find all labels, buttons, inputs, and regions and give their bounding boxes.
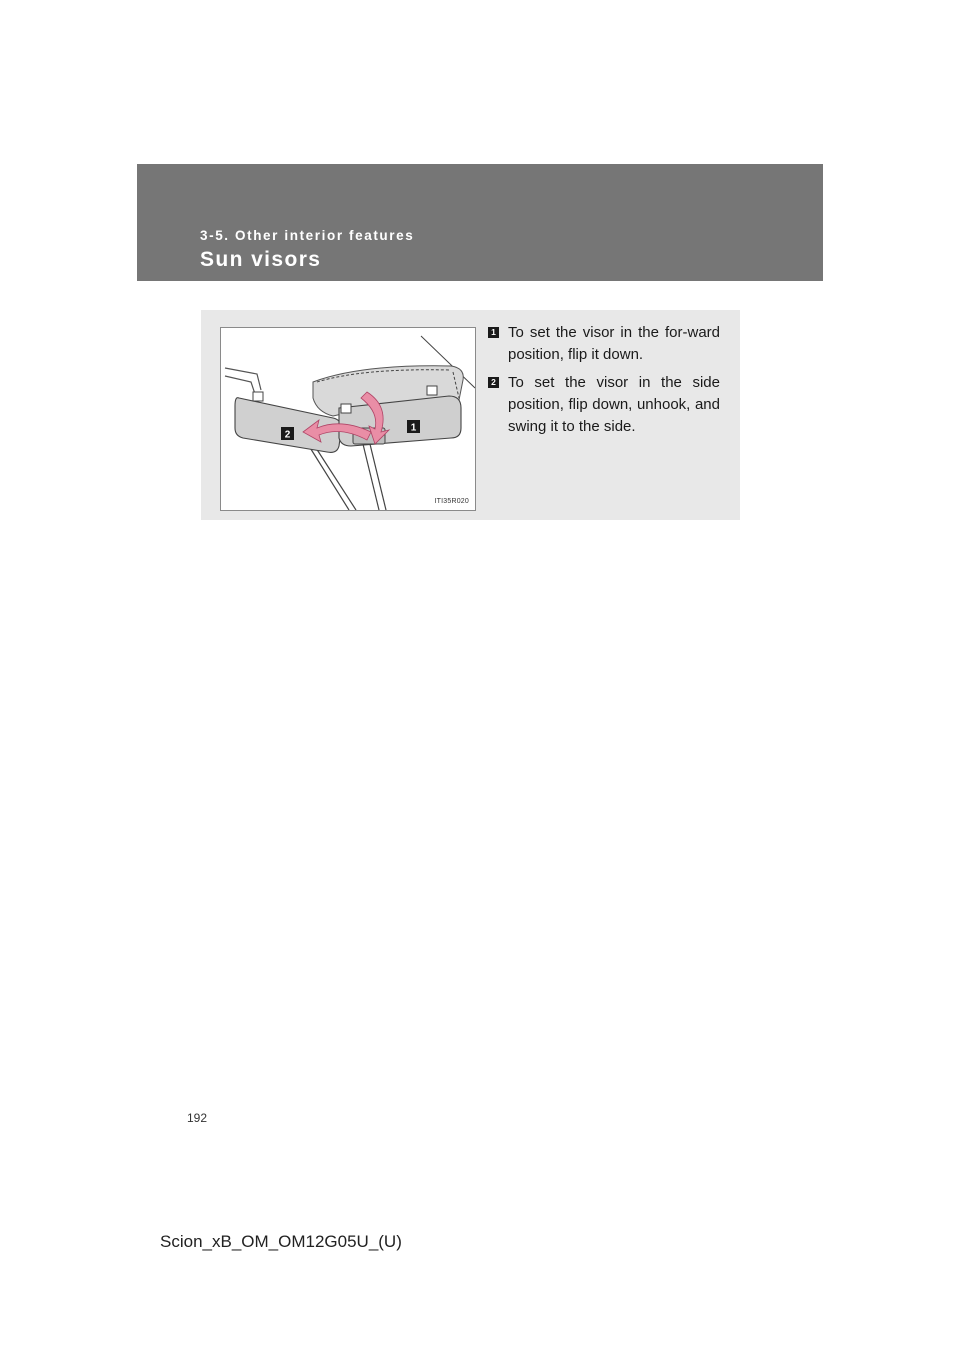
step-number-badge: 1 xyxy=(488,327,499,338)
step-text: To set the visor in the side position, flip down, unhook, and swing it to the side. xyxy=(508,374,720,435)
section-header xyxy=(137,164,823,281)
section-label: 3-5. Other interior features xyxy=(200,228,415,243)
step-item xyxy=(488,322,720,366)
step-item xyxy=(488,372,720,438)
document-id: Scion_xB_OM_OM12G05U_(U) xyxy=(160,1232,402,1251)
step-text: To set the visor in the for-ward position, flip it down. xyxy=(508,324,720,363)
figure-code: ITI35R020 xyxy=(434,498,469,505)
callout-2-label: 2 xyxy=(284,429,291,441)
step-list xyxy=(488,322,720,444)
step-number-badge: 2 xyxy=(488,377,499,388)
sun-visor-drawing xyxy=(221,328,475,510)
callout-1-label: 1 xyxy=(410,422,417,434)
sun-visor-illustration xyxy=(220,327,476,511)
page-title: Sun visors xyxy=(200,248,322,271)
page-number: 192 xyxy=(187,1111,208,1125)
instruction-panel xyxy=(201,310,740,520)
